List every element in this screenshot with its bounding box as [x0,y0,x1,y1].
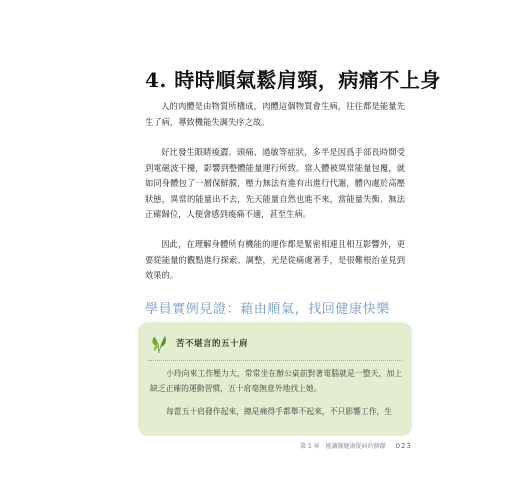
case-study-box [138,322,412,436]
body-paragraph-3 [145,237,405,284]
section-heading: 學員實例見證：藉由順氣，找回健康快樂 [145,302,390,317]
body-paragraph-2 [145,145,405,223]
case-study-paragraph-1 [150,366,402,396]
case-study-header [150,330,248,356]
body-paragraph-1 [145,99,405,130]
body-paragraph-2-text: 好比發生眼睛痠澀、頭痛、過敏等症狀，多半是因爲手部長時間受到電磁波干擾，影響到整體能量運行所致。當人體被異常能量包覆，就如同身體包了一層保鮮膜，壓力無法有進有出進行代謝，體內處於高壓狀態，異常的能量出不去，先天能量自然也進不來，當能量失衡、無法正確歸位，人便會感到痠痛不適，甚至生病。 [145,147,405,219]
footer-chapter-label: 第 1 章 能讓圖健康從病的個源 [300,443,386,450]
case-study-divider [148,360,402,361]
case-study-paragraph-2-text: 每當五十肩發作起來，總是痛得手都舉不起來，不只影響工作，生 [166,407,393,416]
chapter-title: 4. 時時順氣鬆肩頸，病痛不上身 [145,68,441,92]
case-study-title: 苦不堪言的五十肩 [176,339,249,349]
case-study-paragraph-2 [150,404,402,419]
body-paragraph-3-text: 因此，在理解身體所有機能的運作都是緊密相連且相互影響外，更要從能量的觀點進行探索、調整，光是從痛處著手，是很難根治並見到效果的。 [145,239,405,280]
page-footer [300,441,412,450]
body-paragraph-1-text: 人的肉體是由物質所構成，肉體這個物質會生病，往往都是能量先生了病，導致機能失調失序之故。 [145,101,405,127]
leaf-icon [150,332,168,354]
case-study-paragraph-1-text: 小玲向來工作壓力大，常常坐在辦公桌前對著電腦就是一整天，加上缺乏正確的運動習慣，五十肩毫無意外地找上她。 [150,369,402,393]
page-number: 023 [395,442,412,450]
